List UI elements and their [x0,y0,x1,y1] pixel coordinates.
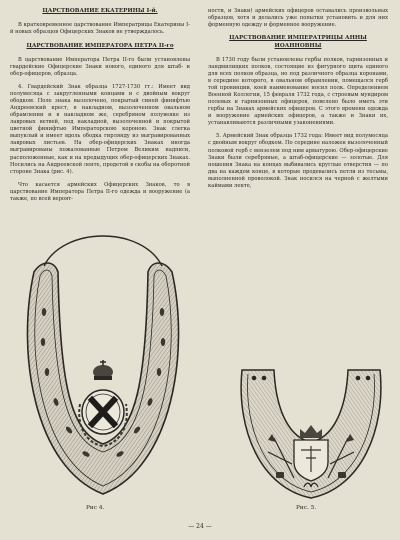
heading-catherine: ЦАРСТВОВАНИЕ ЕКАТЕРИНЫ I-й. [42,8,158,14]
paragraph-guard-badge: 4. Гвардейский Знак образца 1727-1730 гг.: Имеет вид полумесяца с закругленными концами и с двойным вокруг ободком. Поле знака вызолочено, покрытый синей финифтью Андреевский крест, в накладном, вызолоченном овальном обрамлении и в накладном же, серебряном полувенке из лавровых ветвей, под накладной, вызолоченной и покрытой цветной финифтью Императорскою короною. Знак слегка выпуклый и имеет вдоль ободка гирлянду из выгравированных лавровых листьев. На обер-офицерских Знаках иногда выгравированы пожалованные Петром Великим надписи, расположенные, как и на предыдущих обер-офицерских Знаках. Носились на Андреевской ленте, продетой в скобы на оборотной стороне Знака (рис. 4). [10,84,190,175]
heading-peter-ii: ЦАРСТВОВАНИЕ ИМПЕРАТОРА ПЕТРА II-го [26,42,174,49]
paragraph: Что касается армейских Офицерских Знаков, то в царствование Императора Петра II-го одежда и вооружение (а также, по всей вероят- [10,181,190,202]
page-number: — 24 — [188,523,212,530]
right-column [208,8,388,196]
paragraph-continued: ности, и Знаки) армейских офицеров оставались произвольных образцов, хотя и делались уже попытки установить и для них форменную одежду и форменное вооружение. [208,8,388,29]
crown-icon [93,360,113,380]
heading-anna: ЦАРСТВОВАНИЕ ИМПЕРАТРИЦЫ АННЫ ИОАННОВНЫ [229,35,367,49]
figure-4-caption: Рис 4. [86,505,105,511]
paragraph: В 1730 году были установлены гербы полков, гарнизонных и ландмилицких полков, состоящие из фигурного щита единого для всех полков образца, но под различного образца коронами, в середине которого, в овальном обрамлении, помещался герб той провинции, коей наименование носил полк. Определением Военной Коллегии, 15 февраля 1732 года, с строевым мундиром полевых и гарнизонных офицеров, повелено было иметь эти гербы на Знаках армейских офицеров. С этого времени одежда и вооружение армейских офицеров, а также и Знаки их, устанавливаются различными узаконениями. [208,56,388,127]
paragraph: В царствование Императора Петра II-го были установлены гвардейские Офицерские Знаки нового, единого для штаб- и обер-офицеров, образца. [10,56,190,77]
figure-5-caption: Рис. 5. [296,505,317,511]
left-column [10,8,190,209]
figure-5-army-badge [236,360,386,502]
paragraph-army-badge: 5. Армейский Знак образца 1732 года: Имеет вид полумесяца с двойным вокруг ободком. По середине наложен вызолоченный полковой герб с вензелем под ним арматурою. Обер-офицерские Знаки были серебряные, а штаб-офицерские — золотые. Для ношения Знака на концах выбивались круглые отверстия — по два на каждом конце, в которые продевались петли из тесьмы, выполненной проволокой. Знак носился на черной с желтыми каймами лентe, [208,133,388,189]
figure-4-guard-badge [14,232,192,502]
paragraph: В кратковременное царствование Императрицы Екатерины I-й новых образцов Офицерских Знаков не утверждалось. [10,22,190,36]
crown-icon [300,425,322,438]
